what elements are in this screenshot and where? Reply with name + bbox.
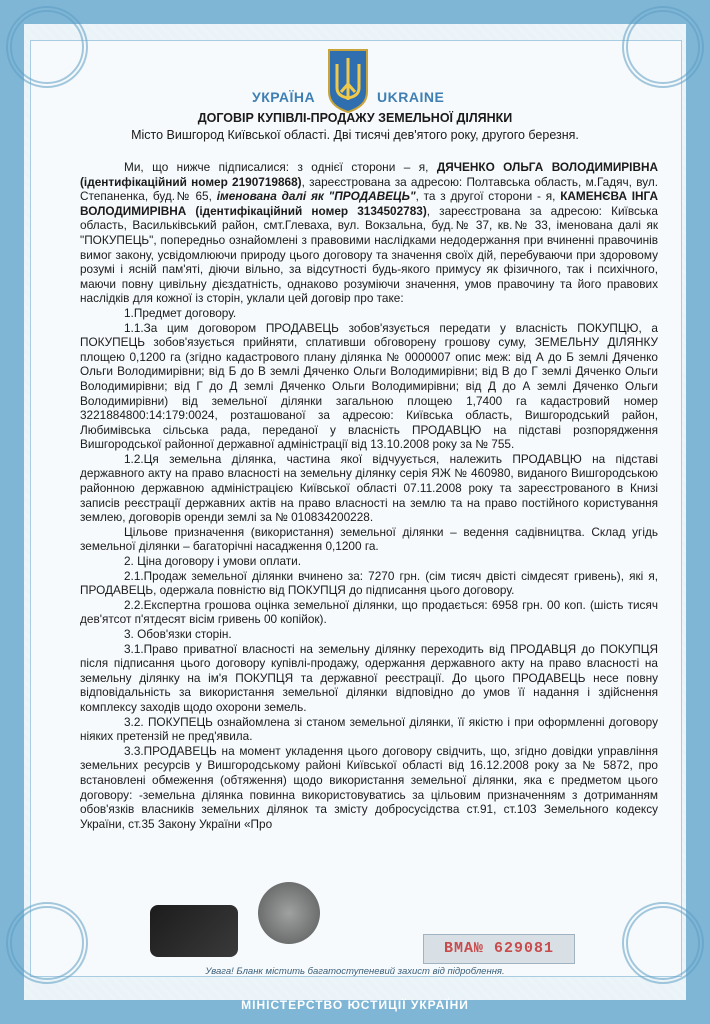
and-other: , та з другої сторони - я, bbox=[415, 189, 556, 204]
seller-address: , зареєстрована за адресою: Полтавська область, м.Гадяч, вул. Степаненка, буд.№ 65, bbox=[80, 174, 658, 204]
clause-3-1: 3.1.Право приватної власності на земельну ділянку переходить від ПРОДАВЦЯ до ПОКУПЦЯ після підписання цього договору купівлі-продажу, одержання державного акту на право власності на земельну ділянку на ім'я ПОКУПЦЯ та державної реєстрації. До цього ПРОДАВЕЦЬ несе повну відповідальність за використання земельної ділянки відповідно до умов її надання і здійснення комплексу заходів щодо охорони земель. bbox=[80, 641, 658, 714]
clause-2-2: 2.2.Експертна грошова оцінка земельної ділянки, що продається: 6958 грн. 00 коп. (шість тисяч дев'ятсот п'ятдесят вісім гривень 00 копійок). bbox=[80, 597, 658, 627]
clause-2-1: 2.1.Продаж земельної ділянки вчинено за: 7270 грн. (сім тисяч двісті сімдесят гривень), які я, ПРОДАВЕЦЬ, одержала повністю від ПОКУПЦЯ до підписання цього договору. bbox=[80, 568, 658, 598]
security-warning: Увага! Бланк містить багатоступеневий захист від підроблення. bbox=[205, 966, 505, 977]
buyer-address: , зареєстрована за адресою: Київська область, Васильківський район, смт.Глеваха, вул. Вокзальна, буд.№ 37, кв.№ 33, іменована далі як "ПОКУПЕЦЬ", попередньо ознайомлені з правовими наслідками недодержання при вчиненні правочинів вимог закону, усвідомлюючи природу цього договору та значення своїх дій, перебуваючи при здоровому розумі і ясній пам'яті, діючи вільно, за відсутності будь-якого примусу як фізичного, так і психічного, маючи повну цивільну дієздатність, однаково розуміючи значення, умов правочину та його правових наслідків для кожної із сторін, уклали цей договір про таке: bbox=[80, 203, 658, 306]
corner-ornament bbox=[622, 6, 704, 88]
document-title: ДОГОВІР КУПІВЛІ-ПРОДАЖУ ЗЕМЕЛЬНОЇ ДІЛЯНКИ bbox=[197, 111, 513, 125]
buyer-name: КАМЕНЄВА ІНГА ВОЛОДИМИРІВНА (ідентифікаційний номер 3134502783) bbox=[80, 189, 658, 218]
blank-serial-number: ВМА№ 629081 bbox=[423, 934, 575, 964]
clause-1-2: 1.2.Ця земельна ділянка, частина якої відчуується, належить ПРОДАВЦЮ на підставі державного акту на право власності на земельну ділянку серія ЯЖ № 460980, виданого Вишгородською районною державною адміністрацією Київської області 07.11.2008 року та зареєстрованого в Книзі записів реєстрації державних актів на право власності на землю та на право постійного користування землею, договорів оренди землі за № 010834200228. bbox=[80, 451, 658, 525]
section-heading: 1.Предмет договору. bbox=[124, 305, 237, 320]
security-seal bbox=[258, 882, 320, 944]
clause-purpose: Цільове призначення (використання) земельної ділянки – ведення садівництва. Склад угідь земельної ділянки – багаторічні насадження 0,1200 га. bbox=[80, 524, 658, 554]
parties-intro: Ми, що нижче підписалися: з однієї сторони – я, bbox=[124, 160, 429, 174]
clause-3-3: 3.3.ПРОДАВЕЦЬ на момент укладення цього договору свідчить, що, згідно довідки управління земельних ресурсів у Вишгородському районі Київської області від 16.12.2008 року за № 5872, про встановлені обмеження (обтяження) щодо використання земельної ділянки, яка є предметом цього договору: -земельна ділянка повинна використовуватись за цільовим призначенням з дотриманням обов'язків власників земельних ділянок та змісту добросусідства ст.91, ст.103 Земельного кодексу України, ст.35 Закону України «Про bbox=[80, 743, 658, 831]
section-heading: 3. Обов'язки сторін. bbox=[124, 627, 232, 641]
seller-name: ДЯЧЕНКО ОЛЬГА ВОЛОДИМИРІВНА (ідентифікаційний номер 2190719868) bbox=[80, 160, 658, 189]
clause-3-2: 3.2. ПОКУПЕЦЬ ознайомлена зі станом земельної ділянки, її якістю і при оформленні договору ніяких претензій не пред'явила. bbox=[80, 714, 658, 744]
section-heading: 2. Ціна договору і умови оплати. bbox=[124, 554, 302, 569]
hologram-sticker bbox=[150, 905, 238, 957]
seller-role: іменована далі як "ПРОДАВЕЦЬ" bbox=[216, 189, 416, 204]
trident-emblem-icon bbox=[327, 48, 369, 114]
country-label-en: UKRAINE bbox=[377, 89, 445, 105]
document-subtitle: Місто Вишгород Київської області. Дві тисячі дев'ятого року, другого березня. bbox=[131, 128, 579, 142]
country-label-ua: УКРАЇНА bbox=[252, 89, 316, 105]
ministry-label: МІНІСТЕРСТВО ЮСТИЦІЇ УКРАЇНИ bbox=[241, 998, 469, 1012]
clause-1-1: 1.1.За цим договором ПРОДАВЕЦЬ зобов'язується передати у власність ПОКУПЦЮ, а ПОКУПЕЦЬ зобов'язується прийняти, сплативши обговорену грошову суму, ЗЕМЕЛЬНУ ДІЛЯНКУ площею 0,1200 га (згідно кадастрового плану ділянка № 0000007 опис меж: від А до Б землі Дяченко Ольги Володимирівни; від Б до В землі Дяченко Ольги Володимирівни; від В до Г землі Дяченко Ольги Володимирівни; від Г до Д землі Дяченко Ольги Володимирівни; від Д до А землі Дяченко Ольги Володимирівни) від земельної ділянки загальною площею 1,7400 га кадастровий номер 3221884800:14:179:0024, розташованої за адресою: Київська область, Вишгородський район, Любимівська сільська рада, переданої у власність ПРОДАВЦЮ на підставі розпорядження Вишгородської районної державної адміністрації від 13.10.2008 року за № 755. bbox=[80, 320, 658, 452]
parties-paragraph bbox=[80, 160, 658, 306]
corner-ornament bbox=[6, 6, 88, 88]
contract-text bbox=[80, 160, 658, 831]
